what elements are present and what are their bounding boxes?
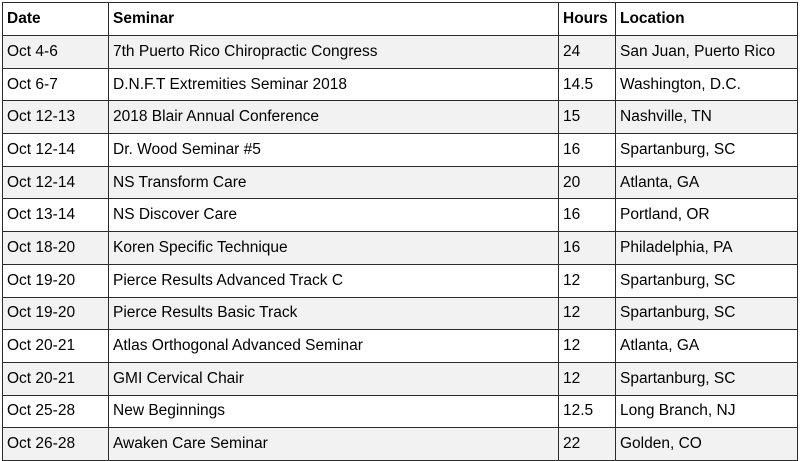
seminar-schedule-table [2, 2, 798, 461]
cell-date: Oct 20-21 [3, 330, 109, 363]
cell-location: Long Branch, NJ [616, 395, 798, 428]
cell-location: Philadelphia, PA [616, 232, 798, 265]
table-row [3, 362, 798, 395]
column-header-seminar: Seminar [109, 3, 559, 36]
column-header-date: Date [3, 3, 109, 36]
cell-location: Spartanburg, SC [616, 134, 798, 167]
cell-seminar: D.N.F.T Extremities Seminar 2018 [109, 68, 559, 101]
table-row [3, 232, 798, 265]
cell-seminar: Pierce Results Basic Track [109, 297, 559, 330]
cell-seminar: Koren Specific Technique [109, 232, 559, 265]
table-row [3, 134, 798, 167]
cell-date: Oct 12-14 [3, 134, 109, 167]
cell-date: Oct 19-20 [3, 297, 109, 330]
cell-location: Golden, CO [616, 428, 798, 461]
cell-seminar: NS Discover Care [109, 199, 559, 232]
cell-date: Oct 26-28 [3, 428, 109, 461]
cell-hours: 16 [559, 134, 616, 167]
cell-hours: 24 [559, 36, 616, 69]
cell-hours: 14.5 [559, 68, 616, 101]
cell-seminar: Dr. Wood Seminar #5 [109, 134, 559, 167]
table-row [3, 199, 798, 232]
table-row [3, 264, 798, 297]
cell-date: Oct 4-6 [3, 36, 109, 69]
cell-seminar: 2018 Blair Annual Conference [109, 101, 559, 134]
column-header-location: Location [616, 3, 798, 36]
cell-date: Oct 12-13 [3, 101, 109, 134]
cell-hours: 20 [559, 166, 616, 199]
cell-hours: 12 [559, 264, 616, 297]
cell-date: Oct 19-20 [3, 264, 109, 297]
table-row [3, 166, 798, 199]
cell-seminar: Awaken Care Seminar [109, 428, 559, 461]
table-row [3, 297, 798, 330]
table-row [3, 428, 798, 461]
cell-date: Oct 13-14 [3, 199, 109, 232]
cell-location: Spartanburg, SC [616, 264, 798, 297]
cell-hours: 16 [559, 232, 616, 265]
cell-location: Nashville, TN [616, 101, 798, 134]
cell-hours: 12 [559, 330, 616, 363]
table-row [3, 68, 798, 101]
table-header-row [3, 3, 798, 36]
cell-hours: 15 [559, 101, 616, 134]
cell-seminar: 7th Puerto Rico Chiropractic Congress [109, 36, 559, 69]
cell-location: Portland, OR [616, 199, 798, 232]
cell-seminar: New Beginnings [109, 395, 559, 428]
cell-seminar: Atlas Orthogonal Advanced Seminar [109, 330, 559, 363]
cell-date: Oct 20-21 [3, 362, 109, 395]
cell-date: Oct 6-7 [3, 68, 109, 101]
table-row [3, 395, 798, 428]
cell-date: Oct 12-14 [3, 166, 109, 199]
cell-location: Washington, D.C. [616, 68, 798, 101]
cell-date: Oct 18-20 [3, 232, 109, 265]
cell-location: Atlanta, GA [616, 166, 798, 199]
cell-hours: 12 [559, 362, 616, 395]
cell-seminar: GMI Cervical Chair [109, 362, 559, 395]
cell-location: Spartanburg, SC [616, 297, 798, 330]
cell-location: San Juan, Puerto Rico [616, 36, 798, 69]
cell-location: Spartanburg, SC [616, 362, 798, 395]
table-row [3, 36, 798, 69]
table-row [3, 330, 798, 363]
cell-seminar: NS Transform Care [109, 166, 559, 199]
table-row [3, 101, 798, 134]
cell-location: Atlanta, GA [616, 330, 798, 363]
cell-hours: 22 [559, 428, 616, 461]
cell-date: Oct 25-28 [3, 395, 109, 428]
cell-hours: 12 [559, 297, 616, 330]
cell-seminar: Pierce Results Advanced Track C [109, 264, 559, 297]
column-header-hours: Hours [559, 3, 616, 36]
cell-hours: 16 [559, 199, 616, 232]
cell-hours: 12.5 [559, 395, 616, 428]
